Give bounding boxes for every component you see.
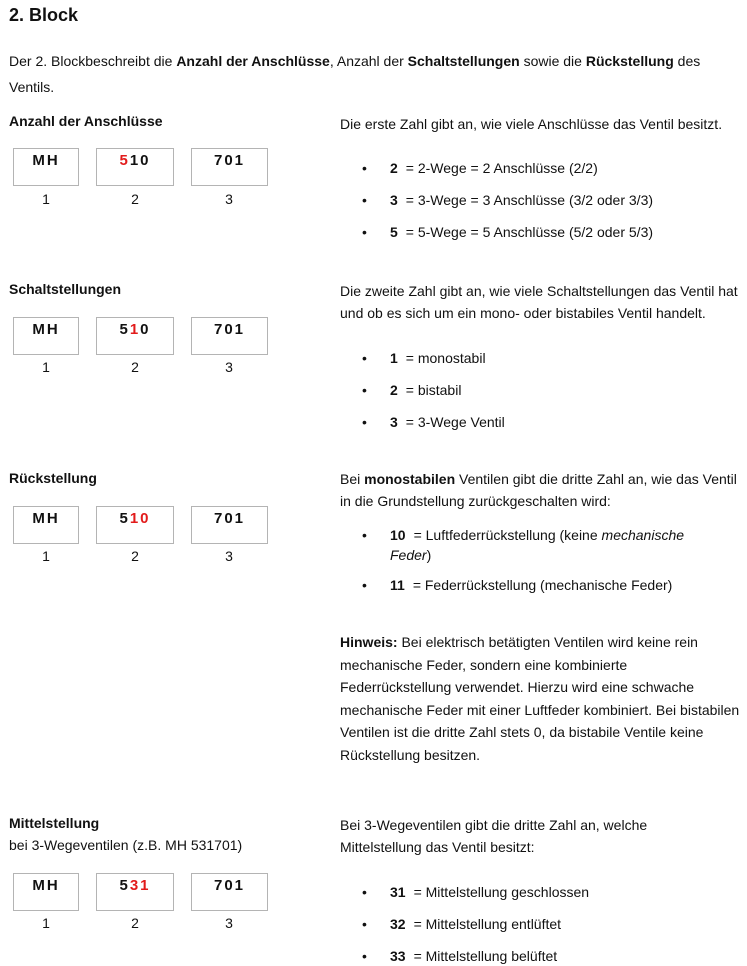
note-label: Hinweis:: [340, 634, 398, 650]
box-number-2: 2: [131, 359, 139, 375]
box-number-3: 3: [225, 548, 233, 564]
list-item: [362, 525, 722, 565]
item-text: = 3-Wege Ventil: [405, 414, 505, 430]
code-box-2: 510: [96, 317, 174, 355]
label-anschluesse: Anzahl der Anschlüsse: [9, 113, 163, 129]
item-code: 2: [390, 382, 398, 398]
intro-text: Der 2. Blockbeschreibt die: [9, 53, 177, 69]
item-text: = 2-Wege = 2 Anschlüsse (2/2): [405, 160, 598, 176]
box-number-1: 1: [42, 548, 50, 564]
box-number-2: 2: [131, 191, 139, 207]
item-text: = 3-Wege = 3 Anschlüsse (3/2 oder 3/3): [405, 192, 654, 208]
item-text: = bistabil: [405, 382, 462, 398]
code-box-3: 701: [191, 317, 268, 355]
item-text: = monostabil: [405, 350, 486, 366]
item-text: = Mittelstellung geschlossen: [413, 884, 590, 900]
desc-schaltstellungen: Die zweite Zahl gibt an, wie viele Schaltstellungen das Ventil hat und ob es sich um ein mono- oder bistabiles Ventil handelt.: [340, 283, 738, 321]
code-box-1: MH: [13, 148, 79, 186]
intro-bold-anschluesse: Anzahl der Anschlüsse: [176, 53, 330, 69]
bullet-dot: •: [362, 382, 367, 398]
box-number-3: 3: [225, 915, 233, 931]
desc-mittelstellung: Bei 3-Wegeventilen gibt die dritte Zahl an, welche Mittelstellung das Ventil besitzt:: [340, 817, 648, 855]
item-text: = Mittelstellung belüftet: [413, 948, 558, 964]
list-item: [362, 222, 653, 242]
code-box-1: MH: [13, 506, 79, 544]
item-text: = Federrückstellung (mechanische Feder): [412, 577, 673, 593]
bullet-dot: •: [362, 948, 367, 964]
box-number-3: 3: [225, 191, 233, 207]
intro-bold-rueckstellung: Rückstellung: [585, 53, 674, 69]
item-code: 11: [390, 577, 405, 593]
box-number-3: 3: [225, 359, 233, 375]
code-box-3: 701: [191, 506, 268, 544]
box-number-2: 2: [131, 548, 139, 564]
list-item: [362, 575, 672, 595]
label-mittelstellung: Mittelstellung: [9, 815, 100, 831]
list-item: [362, 190, 653, 210]
item-code: 5: [390, 224, 398, 240]
bullet-dot: •: [362, 916, 367, 932]
item-content: 10 = Luftfederrückstellung (keine mechanische Feder): [390, 527, 685, 563]
hinweis-note: [340, 631, 742, 766]
box-number-1: 1: [42, 915, 50, 931]
intro-paragraph: [9, 48, 729, 100]
section-heading: 2. Block: [9, 5, 79, 25]
item-code: 32: [390, 916, 406, 932]
code-box-2: 531: [96, 873, 174, 911]
list-item: [362, 914, 561, 934]
code-box-1: MH: [13, 317, 79, 355]
code-box-1: MH: [13, 873, 79, 911]
bullet-dot: •: [362, 160, 367, 176]
item-code: 2: [390, 160, 398, 176]
label-schaltstellungen: Schaltstellungen: [9, 281, 122, 297]
item-text: = 5-Wege = 5 Anschlüsse (5/2 oder 5/3): [405, 224, 654, 240]
item-code: 33: [390, 948, 406, 964]
bullet-dot: •: [362, 350, 367, 366]
item-text: = Mittelstellung entlüftet: [413, 916, 562, 932]
item-code: 3: [390, 192, 398, 208]
intro-text: sowie die: [519, 53, 586, 69]
bullet-dot: •: [362, 577, 367, 593]
box-number-1: 1: [42, 359, 50, 375]
item-code: 3: [390, 414, 398, 430]
code-box-2: 510: [96, 148, 174, 186]
list-item: [362, 380, 461, 400]
list-item: [362, 946, 557, 966]
bullet-dot: •: [362, 414, 367, 430]
sublabel-mittelstellung: bei 3-Wegeventilen (z.B. MH 531701): [9, 837, 243, 853]
list-item: [362, 158, 598, 178]
bullet-dot: •: [362, 224, 367, 240]
code-box-3: 701: [191, 873, 268, 911]
list-item: [362, 882, 589, 902]
note-text: Bei elektrisch betätigten Ventilen wird keine rein mechanische Feder, sondern eine kombinierte Federrückstellung verwendet. Hierzu wird eine schwache mechanische Feder mit einer Luftfeder kombiniert. Bei bistabilen Ventilen ist die dritte Zahl stets 0, da bistabile Ventile keine Rückstellung besitzen.: [340, 634, 740, 763]
box-number-2: 2: [131, 915, 139, 931]
intro-text: des: [673, 53, 701, 69]
intro-text: Ventils.: [9, 79, 55, 95]
code-box-3: 701: [191, 148, 268, 186]
bullet-dot: •: [362, 527, 367, 543]
intro-bold-schaltstellungen: Schaltstellungen: [407, 53, 520, 69]
desc-rueckstellung: Bei monostabilen Ventilen gibt die dritte Zahl an, wie das Ventil in die Grundstellung zurückgeschalten wird:: [340, 471, 737, 509]
label-rueckstellung: Rückstellung: [9, 470, 97, 486]
box-number-1: 1: [42, 191, 50, 207]
item-code: 10: [390, 527, 406, 543]
code-box-2: 510: [96, 506, 174, 544]
list-item: [362, 348, 486, 368]
bullet-dot: •: [362, 192, 367, 208]
item-code: 31: [390, 884, 406, 900]
list-item: [362, 412, 505, 432]
intro-text: , Anzahl der: [329, 53, 408, 69]
desc-anschluesse: Die erste Zahl gibt an, wie viele Anschlüsse das Ventil besitzt.: [340, 116, 723, 132]
item-code: 1: [390, 350, 398, 366]
bullet-dot: •: [362, 884, 367, 900]
